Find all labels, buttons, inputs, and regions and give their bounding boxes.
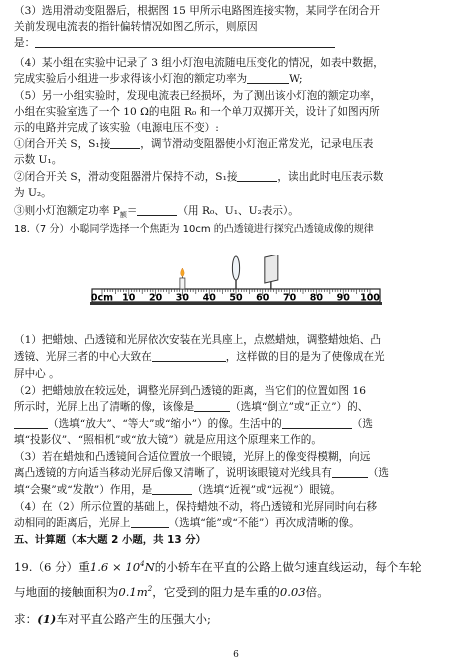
q18-p3-line1: （3）若在蜡烛和凸透镜间合适位置放一个眼镜，光屏上的像变得模糊，向远 (14, 451, 371, 463)
convex-lens (232, 256, 239, 280)
q-prev-p4-line2 (14, 72, 460, 86)
q19-text-d: ，它受到的阻力是车重的 (152, 584, 280, 599)
q-prev-p5-line3: 示的电路并完成了该实验（电源电压不变）: (14, 122, 219, 134)
q19-area-value: 0.1m (118, 584, 148, 599)
section-5-title: 五、计算题（本大题 2 小题，共 13 分） (14, 534, 207, 546)
q18-p2-line3 (14, 417, 460, 431)
candle-body (180, 278, 185, 289)
bench-tick-label: 20 (148, 292, 163, 304)
answer-blank[interactable] (152, 350, 226, 362)
step3-text-a: ③则小灯泡额定功率 P (14, 205, 120, 217)
q-prev-p4-text-b: W; (289, 73, 303, 85)
answer-blank[interactable] (194, 400, 230, 412)
q-prev-p5-line1: （5）另一小组实验时，发现电流表已经损坏，为了测出该小灯泡的额定功率， (14, 90, 381, 102)
q18-p2-text-b: （选填“倒立”或“正立”）的、 (230, 401, 369, 413)
bench-tick-label: 70 (282, 292, 297, 304)
q-prev-step2-line2: 为 U₂。 (14, 187, 52, 199)
q18-p4-text-a: 动相同的距离后，光屏上 (14, 517, 131, 529)
q19-ask-line (14, 611, 460, 627)
q-prev-p3-line3 (14, 36, 460, 50)
bench-tick-label: 90 (336, 292, 350, 304)
answer-blank[interactable] (131, 516, 169, 528)
step2-text-b: ，读出此时电压表示数 (277, 171, 384, 183)
q18-p1-line3: 屏中心 。 (14, 368, 60, 380)
q18-p3-text-c: 填“会聚”或“发散”）作用，是 (14, 484, 153, 496)
bench-tick-label: 0cm (90, 292, 114, 304)
answer-blank[interactable] (282, 417, 352, 429)
q19-line2 (14, 581, 460, 600)
bench-tick-label: 10 (122, 292, 136, 304)
answer-blank[interactable] (152, 483, 192, 495)
q18-p2-line2 (14, 400, 460, 414)
bench-tick-label: 40 (202, 292, 216, 304)
q18-p3-line3 (14, 483, 460, 497)
q19-text-a: 19.（6 分）重 (14, 559, 90, 574)
q18-p1-text-b: ，这样做的目的是为了使像成在光 (225, 351, 385, 363)
q-prev-p3-line1: （3）选用滑动变阻器后，根据图 15 甲所示电路图连接实物，某同学在闭合开 (14, 5, 380, 17)
answer-blank[interactable] (110, 137, 140, 149)
step2-text-a: ②闭合开关 S，滑动变阻器滑片保持不动，S₁接 (14, 171, 238, 183)
q18-heading: 18.（7 分）小聪同学选择一个焦距为 10cm 的凸透镜进行探究凸透镜成像的规律 (14, 224, 374, 235)
answer-blank[interactable] (237, 170, 277, 182)
q19-weight-exp: 4 (140, 560, 145, 568)
q19-text-e: 倍。 (305, 584, 329, 599)
q-prev-p3-line3-text: 是： (14, 37, 36, 49)
answer-blank[interactable] (35, 36, 335, 48)
q-prev-step3-line (14, 204, 460, 222)
bench-tick-label: 30 (175, 292, 190, 304)
candle-flame (181, 268, 185, 277)
q-prev-p4-line1: （4）某小组在实验中记录了 3 组小灯泡电流随电压变化的情况，如表中数据， (14, 57, 384, 69)
q19-ask-c: 车对平直公路产生的压强大小; (56, 612, 211, 626)
q18-p3-text-b: （选 (367, 467, 389, 479)
q18-p2-text-d: （选 (351, 418, 373, 430)
q19-text-c: 与地面的接触面积为 (14, 584, 119, 599)
step3-text-b: ＝ (126, 205, 138, 217)
bench-tick-label: 100 (360, 292, 380, 304)
q18-p1-line2 (14, 350, 460, 364)
answer-blank[interactable] (14, 417, 48, 429)
q18-p4-line2 (14, 516, 460, 530)
q19-area-exp: 2 (147, 585, 153, 593)
q18-p4-text-b: （选填“能”或“不能”）再次成清晰的像。 (168, 517, 360, 529)
step3-text-c: （用 R₀、U₁、U₂表示）。 (177, 205, 299, 217)
answer-blank[interactable] (247, 72, 289, 84)
bench-tick-label: 50 (229, 292, 243, 304)
bench-tick-label: 80 (309, 292, 324, 304)
q-prev-p5-line2: 小组在实验室选了一个 10 Ω的电阻 R₀ 和一个单刀双掷开关，设计了如图丙所 (14, 106, 380, 118)
q-prev-p3-line2: 关前发现电流表的指针偏转情况如图乙所示，则原因 (14, 21, 258, 33)
q18-p1-line1: （1）把蜡烛、凸透镜和光屏依次安装在光具座上，点燃蜡烛，调整蜡烛焰、凸 (14, 334, 381, 346)
step1-text-a: ①闭合开关 S，S₁接 (14, 138, 111, 150)
q19-ratio-value: 0.03 (279, 584, 306, 599)
q18-p2-line4: 填“投影仪”、“照相机”或“放大镜”）就是应用这个原理来工作的。 (14, 434, 322, 446)
q19-line1 (14, 556, 460, 575)
step1-text-b: ，调节滑动变阻器使小灯泡正常发光，记录电压表 (140, 138, 374, 150)
q18-p2-line1: （2）把蜡烛放在较远处，调整光屏到凸透镜的距离，当它们的位置如图 16 (14, 385, 366, 397)
page-number: 6 (233, 650, 239, 660)
q19-ask-a: 求： (14, 612, 38, 626)
step3-sub: 额 (119, 211, 127, 220)
optical-bench-figure (88, 255, 384, 325)
q18-p2-text-a: 所示时，光屏上出了清晰的像，该像是 (14, 401, 195, 413)
q19-ask-b: (1) (37, 612, 57, 626)
bench-tick-label: 60 (256, 292, 270, 304)
q19-text-b: 的小轿车在平直的公路上做匀速直线运动，每个车轮 (154, 559, 422, 574)
q-prev-step2-line (14, 170, 460, 184)
q18-p2-text-c: （选填“放大”、“等大”或“缩小”）的像。生活中的 (48, 418, 282, 430)
q19-weight-unit: N (144, 559, 155, 574)
q18-p1-text-a: 透镜、光屏三者的中心大致在 (14, 351, 152, 363)
q-prev-step1-line (14, 137, 460, 151)
light-screen (265, 255, 278, 283)
q19-weight-value: 1.6 × 10 (89, 559, 141, 574)
q18-p3-line2 (14, 466, 460, 480)
q-prev-p4-text-a: 完成实验后小组进一步求得该小灯泡的额定功率为 (14, 73, 248, 85)
q18-p3-text-d: （选填“近视”或“远视”）眼镜。 (192, 484, 341, 496)
q18-p3-text-a: 离凸透镜的方向适当移动光屏后像又清晰了，说明该眼镜对光线具有 (14, 467, 332, 479)
answer-blank[interactable] (332, 466, 368, 478)
q-prev-step1-line2: 示数 U₁。 (14, 154, 63, 166)
answer-blank[interactable] (137, 204, 177, 216)
q18-p4-line1: （4）在（2）所示位置的基础上，保持蜡烛不动，将凸透镜和光屏同时向右移 (14, 501, 378, 513)
